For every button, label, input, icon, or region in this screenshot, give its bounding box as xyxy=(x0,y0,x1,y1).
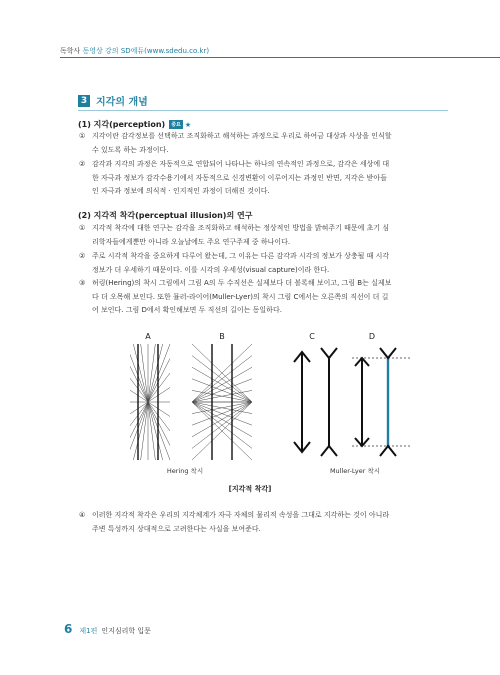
text-line: 지각이란 감각정보를 선택하고 조직화하고 해석하는 과정으로 우리로 하여금 대상과 사상을 인식할 xyxy=(92,132,392,140)
radial-line xyxy=(148,402,170,460)
item-marker: ④ xyxy=(79,511,86,519)
figure-label-b: B xyxy=(219,332,225,341)
running-header xyxy=(60,46,209,56)
text-line: 감각과 지각의 과정은 자동적으로 연합되어 나타나는 하나의 연속적인 과정으로, 감각은 세상에 대 xyxy=(92,160,390,168)
section-heading xyxy=(78,93,148,108)
section-number: 3 xyxy=(78,95,90,107)
radial-line xyxy=(148,344,155,402)
figure-label-a: A xyxy=(145,332,151,341)
radial-line xyxy=(133,344,148,402)
muller-caption: Muller-Lyer 착시 xyxy=(329,467,381,475)
muller-lyer-figure-d xyxy=(352,348,410,456)
arrowhead-outward-bottom xyxy=(321,446,337,456)
illusion-item-3 xyxy=(79,277,437,318)
text-line: 허링(Hering)의 착시 그림에서 그림 A의 두 수직선은 실제보다 더 볼록해 보이고, 그림 B는 실제보 xyxy=(92,279,392,287)
text-line: 다 더 오목해 보인다. 또한 뮬러-라이어(Muller-Lyer)의 착시 그림 C에서는 오른쪽의 직선이 더 길 xyxy=(92,292,389,301)
radial-line xyxy=(141,344,148,402)
page-number: 6 xyxy=(64,622,73,636)
header-pre: 동영상 강의 xyxy=(82,47,119,55)
radial-line xyxy=(141,402,148,460)
radial-line xyxy=(130,402,148,460)
figure-title: [지각적 착각] xyxy=(228,485,272,493)
radial-line xyxy=(148,402,155,460)
text-line: 인 자극과 정보에 의식적 · 인지적인 과정이 더해진 것이다. xyxy=(92,187,270,195)
radial-line xyxy=(133,402,148,460)
text-line: 어 보인다. 그림 D에서 확인해보면 두 직선의 길이는 동일하다. xyxy=(92,306,282,314)
text-line: 정보가 더 우세하기 때문이다. 이를 시각의 우세성(visual capture)이라 한다. xyxy=(92,265,330,274)
radial-line xyxy=(130,373,148,402)
text-line: 주로 시각적 착각을 중요하게 다루어 왔는데, 그 이유는 다른 감각과 시각의 정보가 상충될 때 시각 xyxy=(92,252,390,260)
figure-label-d: D xyxy=(368,332,376,341)
text-line: 리학자들에게뿐만 아니라 오늘날에도 주요 연구주제 중 하나이다. xyxy=(92,237,291,246)
item-marker: ③ xyxy=(79,279,86,287)
d-tail-bottom xyxy=(380,446,396,456)
radial-line xyxy=(130,344,148,402)
header-site: SD에듀(www.sdedu.co.kr) xyxy=(120,47,210,55)
radial-line xyxy=(130,402,148,431)
important-badge: 중요 xyxy=(171,122,181,128)
text-line: 지각적 착각에 대한 연구는 감각을 조직화하고 해석하는 정상적인 방법을 밝혀주기 때문에 초기 심 xyxy=(92,224,390,232)
perception-title: (1) 지각(perception) xyxy=(78,120,166,129)
page-footer xyxy=(64,622,151,636)
item-marker: ① xyxy=(79,132,86,140)
hering-caption: Hering 착시 xyxy=(166,467,204,475)
text-line: 수 있도록 하는 과정이다. xyxy=(92,145,169,154)
section-title: 지각의 개념 xyxy=(96,97,148,108)
subsection-perception-title xyxy=(78,119,191,130)
hering-figure-a xyxy=(130,344,170,460)
conclusion-item xyxy=(79,509,437,536)
item-marker: ② xyxy=(79,160,86,168)
section-divider xyxy=(78,110,448,111)
d-tail-top xyxy=(380,348,396,358)
footer-part: 제1편 xyxy=(79,627,98,635)
footer-title: 인지심리학 입문 xyxy=(101,627,151,635)
item-marker: ① xyxy=(79,224,86,232)
arrowhead-outward-top xyxy=(321,348,337,358)
radial-line xyxy=(148,344,163,402)
hering-figure-b xyxy=(192,344,252,460)
radial-line xyxy=(148,359,170,403)
item-marker: ② xyxy=(79,252,86,260)
subsection-illusion-title: (2) 지각적 착각(perceptual illusion)의 연구 xyxy=(78,211,253,220)
illusion-item-1 xyxy=(79,222,437,249)
header-divider xyxy=(60,57,500,58)
figure-label-c: C xyxy=(309,332,315,341)
text-line: 이러한 지각적 착각은 우리의 지각체계가 자극 자체의 물리적 속성을 그대로 지각하는 것이 아니라 xyxy=(92,511,390,519)
illusion-figure xyxy=(130,330,420,480)
illusion-item-2 xyxy=(79,250,437,277)
perception-item-2 xyxy=(79,158,437,199)
radial-line xyxy=(148,402,170,446)
text-line: 주변 특성까지 상대적으로 고려한다는 사실을 보여준다. xyxy=(92,524,261,533)
star-icon: ★ xyxy=(184,121,192,129)
muller-lyer-figure-c xyxy=(294,348,337,456)
radial-line xyxy=(148,402,163,460)
perception-item-1 xyxy=(79,130,437,157)
radial-line xyxy=(148,344,170,402)
header-brand: 독학사 xyxy=(60,47,81,55)
text-line: 한 자극과 정보가 감각수용기에서 자동적으로 신경변환이 이루어지는 과정인 반면, 지각은 받아들 xyxy=(92,173,387,182)
